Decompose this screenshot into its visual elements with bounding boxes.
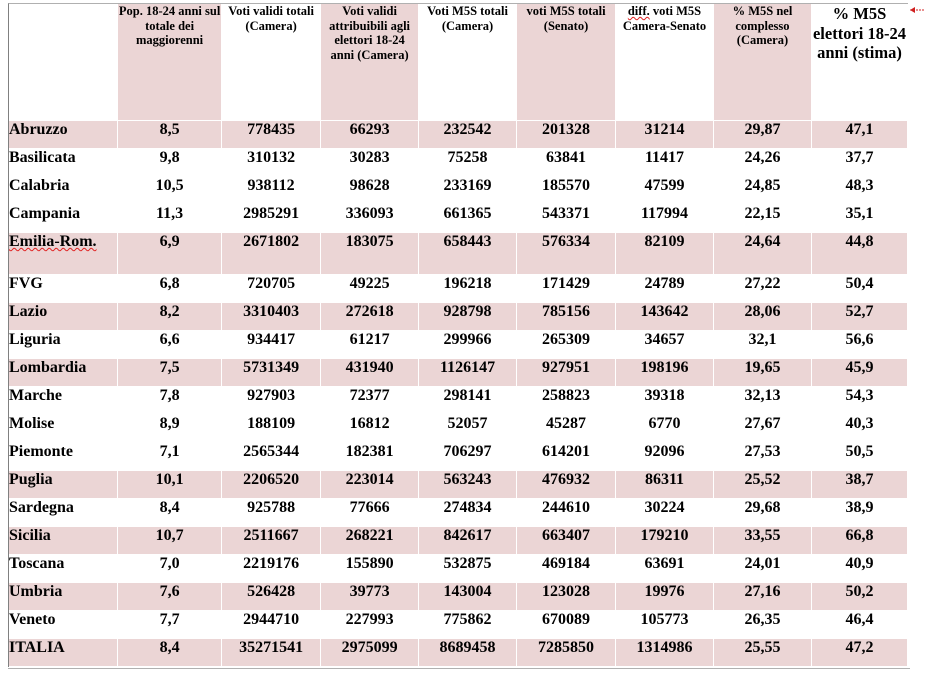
value-cell: 66293	[321, 121, 419, 149]
estimate-cell: 50,2	[812, 583, 908, 611]
value-cell: 925788	[222, 499, 321, 527]
value-cell: 11417	[616, 149, 714, 177]
value-cell: 105773	[616, 611, 714, 639]
header-voti-m5s-senato: voti M5S totali (Senato)	[517, 4, 616, 121]
value-cell: 35271541	[222, 639, 321, 667]
region-name: Lazio	[9, 303, 118, 331]
value-cell: 2511667	[222, 527, 321, 555]
table-row	[9, 177, 908, 205]
header-diff-voti: diff. voti M5S Camera-Senato	[616, 4, 714, 121]
region-name: Puglia	[9, 471, 118, 499]
table-bottom-border	[8, 668, 910, 669]
value-cell: 11,3	[118, 205, 222, 233]
header-pct-m5s-18-24: % M5S elettori 18-24 anni (stima)	[812, 4, 908, 121]
value-cell: 543371	[517, 205, 616, 233]
region-name: Umbria	[9, 583, 118, 611]
value-cell: 143004	[419, 583, 517, 611]
estimate-cell: 50,5	[812, 443, 908, 471]
value-cell: 8,5	[118, 121, 222, 149]
value-cell: 185570	[517, 177, 616, 205]
value-cell: 10,1	[118, 471, 222, 499]
estimate-cell: 48,3	[812, 177, 908, 205]
value-cell: 72377	[321, 387, 419, 415]
value-cell: 928798	[419, 303, 517, 331]
value-cell: 27,53	[714, 443, 812, 471]
value-cell: 268221	[321, 527, 419, 555]
region-name: Emilia-Rom.	[9, 233, 118, 275]
value-cell: 82109	[616, 233, 714, 275]
estimate-cell: 35,1	[812, 205, 908, 233]
value-cell: 25,55	[714, 639, 812, 667]
value-cell: 663407	[517, 527, 616, 555]
value-cell: 19,65	[714, 359, 812, 387]
table-row	[9, 205, 908, 233]
table-row	[9, 583, 908, 611]
value-cell: 298141	[419, 387, 517, 415]
value-cell: 1314986	[616, 639, 714, 667]
value-cell: 2671802	[222, 233, 321, 275]
estimate-cell: 47,1	[812, 121, 908, 149]
value-cell: 310132	[222, 149, 321, 177]
value-cell: 7,0	[118, 555, 222, 583]
value-cell: 7,7	[118, 611, 222, 639]
value-cell: 3310403	[222, 303, 321, 331]
value-cell: 232542	[419, 121, 517, 149]
value-cell: 670089	[517, 611, 616, 639]
value-cell: 614201	[517, 443, 616, 471]
table-row	[9, 499, 908, 527]
value-cell: 223014	[321, 471, 419, 499]
value-cell: 27,16	[714, 583, 812, 611]
value-cell: 49225	[321, 275, 419, 303]
value-cell: 188109	[222, 415, 321, 443]
table-row	[9, 415, 908, 443]
value-cell: 227993	[321, 611, 419, 639]
value-cell: 431940	[321, 359, 419, 387]
region-name: Sardegna	[9, 499, 118, 527]
region-name: Liguria	[9, 331, 118, 359]
value-cell: 29,87	[714, 121, 812, 149]
table-row	[9, 303, 908, 331]
value-cell: 22,15	[714, 205, 812, 233]
value-cell: 934417	[222, 331, 321, 359]
value-cell: 6,6	[118, 331, 222, 359]
estimate-cell: 52,7	[812, 303, 908, 331]
value-cell: 32,13	[714, 387, 812, 415]
value-cell: 39318	[616, 387, 714, 415]
value-cell: 196218	[419, 275, 517, 303]
value-cell: 32,1	[714, 331, 812, 359]
value-cell: 155890	[321, 555, 419, 583]
table-body	[9, 121, 908, 667]
value-cell: 25,52	[714, 471, 812, 499]
value-cell: 63691	[616, 555, 714, 583]
estimate-cell: 66,8	[812, 527, 908, 555]
value-cell: 272618	[321, 303, 419, 331]
estimate-cell: 46,4	[812, 611, 908, 639]
value-cell: 30283	[321, 149, 419, 177]
value-cell: 24,01	[714, 555, 812, 583]
value-cell: 842617	[419, 527, 517, 555]
table-row	[9, 611, 908, 639]
value-cell: 6770	[616, 415, 714, 443]
region-name: Molise	[9, 415, 118, 443]
header-voti-m5s-camera: Voti M5S totali (Camera)	[419, 4, 517, 121]
header-pct-m5s-complesso: % M5S nel complesso (Camera)	[714, 4, 812, 121]
value-cell: 6,9	[118, 233, 222, 275]
value-cell: 183075	[321, 233, 419, 275]
estimate-cell: 38,9	[812, 499, 908, 527]
estimate-cell: 40,9	[812, 555, 908, 583]
table-row	[9, 331, 908, 359]
region-name: Lombardia	[9, 359, 118, 387]
value-cell: 658443	[419, 233, 517, 275]
table-row	[9, 275, 908, 303]
value-cell: 16812	[321, 415, 419, 443]
value-cell: 5731349	[222, 359, 321, 387]
value-cell: 10,7	[118, 527, 222, 555]
value-cell: 75258	[419, 149, 517, 177]
value-cell: 201328	[517, 121, 616, 149]
total-row	[9, 639, 908, 667]
region-name: ITALIA	[9, 639, 118, 667]
value-cell: 6,8	[118, 275, 222, 303]
value-cell: 265309	[517, 331, 616, 359]
value-cell: 476932	[517, 471, 616, 499]
value-cell: 775862	[419, 611, 517, 639]
value-cell: 299966	[419, 331, 517, 359]
value-cell: 7285850	[517, 639, 616, 667]
table-row	[9, 443, 908, 471]
value-cell: 123028	[517, 583, 616, 611]
estimate-cell: 47,2	[812, 639, 908, 667]
m5s-data-table	[8, 3, 908, 667]
estimate-cell: 38,7	[812, 471, 908, 499]
value-cell: 98628	[321, 177, 419, 205]
header-voti-validi-totali: Voti validi totali (Camera)	[222, 4, 321, 121]
estimate-cell: 40,3	[812, 415, 908, 443]
value-cell: 706297	[419, 443, 517, 471]
value-cell: 77666	[321, 499, 419, 527]
value-cell: 198196	[616, 359, 714, 387]
table-row	[9, 555, 908, 583]
value-cell: 45287	[517, 415, 616, 443]
value-cell: 532875	[419, 555, 517, 583]
value-cell: 34657	[616, 331, 714, 359]
value-cell: 2975099	[321, 639, 419, 667]
value-cell: 2944710	[222, 611, 321, 639]
table-row	[9, 359, 908, 387]
value-cell: 27,67	[714, 415, 812, 443]
region-name: Calabria	[9, 177, 118, 205]
value-cell: 8,4	[118, 499, 222, 527]
value-cell: 24789	[616, 275, 714, 303]
value-cell: 30224	[616, 499, 714, 527]
value-cell: 2985291	[222, 205, 321, 233]
value-cell: 182381	[321, 443, 419, 471]
value-cell: 7,1	[118, 443, 222, 471]
value-cell: 336093	[321, 205, 419, 233]
value-cell: 143642	[616, 303, 714, 331]
value-cell: 2206520	[222, 471, 321, 499]
value-cell: 92096	[616, 443, 714, 471]
header-row	[9, 4, 908, 121]
value-cell: 24,26	[714, 149, 812, 177]
value-cell: 179210	[616, 527, 714, 555]
value-cell: 576334	[517, 233, 616, 275]
value-cell: 47599	[616, 177, 714, 205]
value-cell: 938112	[222, 177, 321, 205]
region-name: Toscana	[9, 555, 118, 583]
estimate-cell: 37,7	[812, 149, 908, 177]
region-name: Basilicata	[9, 149, 118, 177]
value-cell: 7,5	[118, 359, 222, 387]
value-cell: 8,2	[118, 303, 222, 331]
table-row	[9, 471, 908, 499]
value-cell: 63841	[517, 149, 616, 177]
value-cell: 244610	[517, 499, 616, 527]
region-name: Marche	[9, 387, 118, 415]
region-name: FVG	[9, 275, 118, 303]
value-cell: 2565344	[222, 443, 321, 471]
arrow-marker-icon	[910, 5, 924, 15]
value-cell: 19976	[616, 583, 714, 611]
value-cell: 61217	[321, 331, 419, 359]
estimate-cell: 56,6	[812, 331, 908, 359]
value-cell: 233169	[419, 177, 517, 205]
value-cell: 10,5	[118, 177, 222, 205]
value-cell: 720705	[222, 275, 321, 303]
value-cell: 27,22	[714, 275, 812, 303]
value-cell: 927903	[222, 387, 321, 415]
value-cell: 24,85	[714, 177, 812, 205]
value-cell: 117994	[616, 205, 714, 233]
region-name: Veneto	[9, 611, 118, 639]
value-cell: 661365	[419, 205, 517, 233]
value-cell: 24,64	[714, 233, 812, 275]
value-cell: 274834	[419, 499, 517, 527]
value-cell: 7,8	[118, 387, 222, 415]
region-name: Piemonte	[9, 443, 118, 471]
header-corner	[9, 4, 118, 121]
value-cell: 9,8	[118, 149, 222, 177]
table-row	[9, 121, 908, 149]
value-cell: 171429	[517, 275, 616, 303]
value-cell: 927951	[517, 359, 616, 387]
value-cell: 29,68	[714, 499, 812, 527]
value-cell: 8689458	[419, 639, 517, 667]
value-cell: 1126147	[419, 359, 517, 387]
estimate-cell: 54,3	[812, 387, 908, 415]
value-cell: 778435	[222, 121, 321, 149]
header-diff-abbrev: diff.	[627, 4, 650, 18]
table-row	[9, 387, 908, 415]
value-cell: 8,9	[118, 415, 222, 443]
value-cell: 7,6	[118, 583, 222, 611]
header-voti-validi-18-24: Voti validi attribuibili agli elettori 18-24 anni (Camera)	[321, 4, 419, 121]
value-cell: 469184	[517, 555, 616, 583]
value-cell: 258823	[517, 387, 616, 415]
estimate-cell: 45,9	[812, 359, 908, 387]
value-cell: 39773	[321, 583, 419, 611]
value-cell: 26,35	[714, 611, 812, 639]
region-name: Sicilia	[9, 527, 118, 555]
estimate-cell: 44,8	[812, 233, 908, 275]
estimate-cell: 50,4	[812, 275, 908, 303]
value-cell: 2219176	[222, 555, 321, 583]
value-cell: 33,55	[714, 527, 812, 555]
value-cell: 52057	[419, 415, 517, 443]
value-cell: 86311	[616, 471, 714, 499]
table-row	[9, 527, 908, 555]
value-cell: 526428	[222, 583, 321, 611]
value-cell: 31214	[616, 121, 714, 149]
header-pop-18-24: Pop. 18-24 anni sul totale dei maggiorenni	[118, 4, 222, 121]
table-row	[9, 233, 908, 275]
table-row	[9, 149, 908, 177]
region-name: Abruzzo	[9, 121, 118, 149]
region-name: Campania	[9, 205, 118, 233]
value-cell: 8,4	[118, 639, 222, 667]
value-cell: 28,06	[714, 303, 812, 331]
value-cell: 785156	[517, 303, 616, 331]
value-cell: 563243	[419, 471, 517, 499]
